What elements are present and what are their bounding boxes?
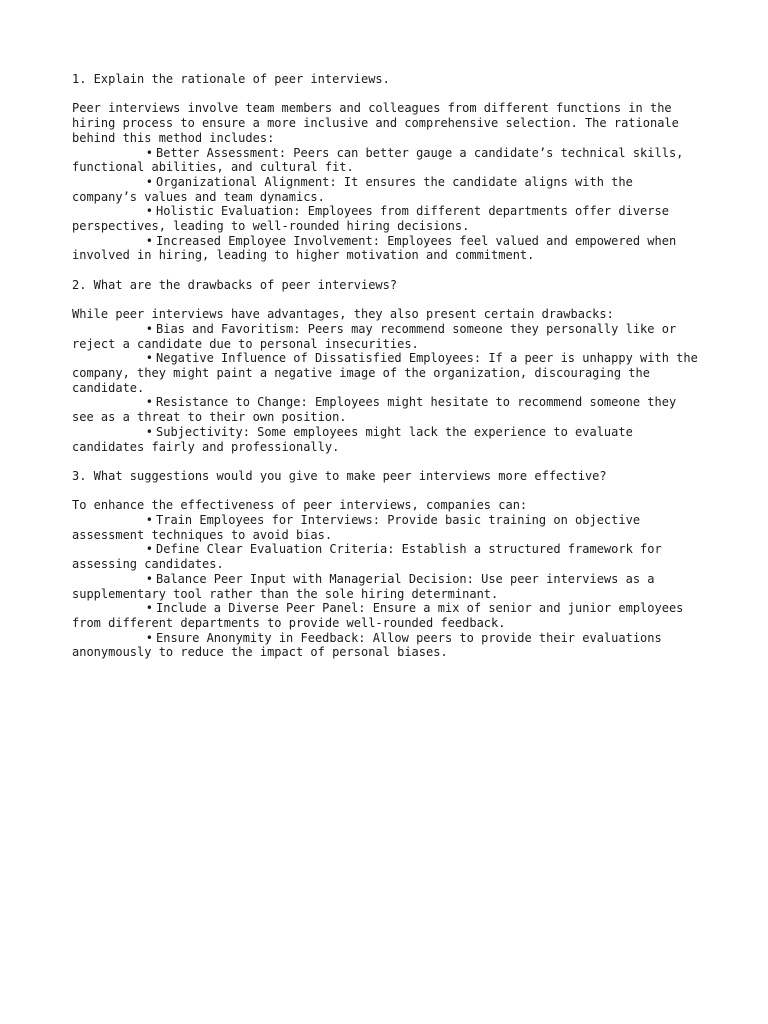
section-3: [72, 469, 702, 660]
list-item: [72, 395, 702, 424]
bullet-icon: •: [145, 233, 153, 248]
bullet-icon: •: [145, 630, 153, 645]
bullet-icon: •: [145, 542, 153, 557]
list-item: [72, 204, 702, 233]
spacer: [72, 454, 702, 469]
bullet-list: [72, 321, 706, 454]
answer-intro: To enhance the effectiveness of peer interviews, companies can:: [72, 498, 528, 513]
question-heading: 2. What are the drawbacks of peer interviews?: [72, 277, 398, 292]
bullet-icon: •: [145, 204, 153, 219]
answer-intro: Peer interviews involve team members and colleagues from different functions in the hiring process to ensure a more inclusive and comprehensive selection. The rationale behind this method includes:: [72, 101, 687, 145]
bullet-icon: •: [145, 395, 153, 410]
bullet-icon: •: [145, 601, 153, 616]
list-item: [72, 234, 702, 263]
bullet-list: [72, 146, 702, 264]
spacer: [72, 263, 702, 278]
list-item: [72, 322, 702, 351]
list-item: [72, 631, 702, 660]
list-item: [72, 146, 702, 175]
bullet-icon: •: [145, 174, 153, 189]
bullet-text: Negative Influence of Dissatisfied Employees: If a peer is unhappy with the company, they might paint a negative image of the organization, discouraging the candidate.: [72, 351, 706, 395]
bullet-icon: •: [145, 571, 153, 586]
bullet-icon: •: [145, 424, 153, 439]
bullet-icon: •: [145, 321, 153, 336]
list-item: [72, 425, 702, 454]
bullet-text: Better Assessment: Peers can better gauge a candidate’s technical skills, functional abilities, and cultural fit.: [72, 145, 691, 175]
bullet-text: Ensure Anonymity in Feedback: Allow peers to provide their evaluations anonymously to reduce the impact of personal biases.: [72, 630, 669, 660]
question-heading: 1. Explain the rationale of peer interviews.: [72, 72, 390, 86]
bullet-text: Define Clear Evaluation Criteria: Establish a structured framework for assessing candidates.: [72, 542, 669, 572]
bullet-icon: •: [145, 351, 153, 366]
list-item: [72, 572, 702, 601]
bullet-text: Organizational Alignment: It ensures the candidate aligns with the company’s values and team dynamics.: [72, 174, 641, 204]
bullet-text: Train Employees for Interviews: Provide basic training on objective assessment techniques to avoid bias.: [72, 513, 648, 542]
section-1: [72, 72, 702, 263]
list-item: [72, 175, 702, 204]
list-item: [72, 351, 706, 395]
bullet-text: Bias and Favoritism: Peers may recommend someone they personally like or reject a candidate due to personal insecurities.: [72, 321, 684, 351]
answer-intro: While peer interviews have advantages, they also present certain drawbacks:: [72, 307, 614, 322]
document-page: [72, 72, 706, 660]
section-2: [72, 277, 706, 454]
question-heading: 3. What suggestions would you give to make peer interviews more effective?: [72, 468, 607, 483]
list-item: [72, 601, 702, 630]
bullet-text: Increased Employee Involvement: Employees feel valued and empowered when involved in hiring, leading to higher motivation and commitment.: [72, 233, 684, 263]
list-item: [72, 513, 702, 542]
bullet-list: [72, 513, 702, 660]
bullet-text: Include a Diverse Peer Panel: Ensure a mix of senior and junior employees from different departments to provide well-rounded feedback.: [72, 601, 691, 630]
bullet-text: Subjectivity: Some employees might lack the experience to evaluate candidates fairly and professionally.: [72, 424, 641, 454]
bullet-icon: •: [145, 513, 153, 528]
bullet-text: Resistance to Change: Employees might hesitate to recommend someone they see as a threat to their own position.: [72, 395, 684, 425]
list-item: [72, 542, 702, 571]
bullet-text: Balance Peer Input with Managerial Decision: Use peer interviews as a supplementary tool rather than the sole hiring determinant.: [72, 571, 662, 601]
bullet-icon: •: [145, 145, 153, 160]
bullet-text: Holistic Evaluation: Employees from different departments offer diverse perspectives, leading to well-rounded hiring decisions.: [72, 204, 677, 234]
